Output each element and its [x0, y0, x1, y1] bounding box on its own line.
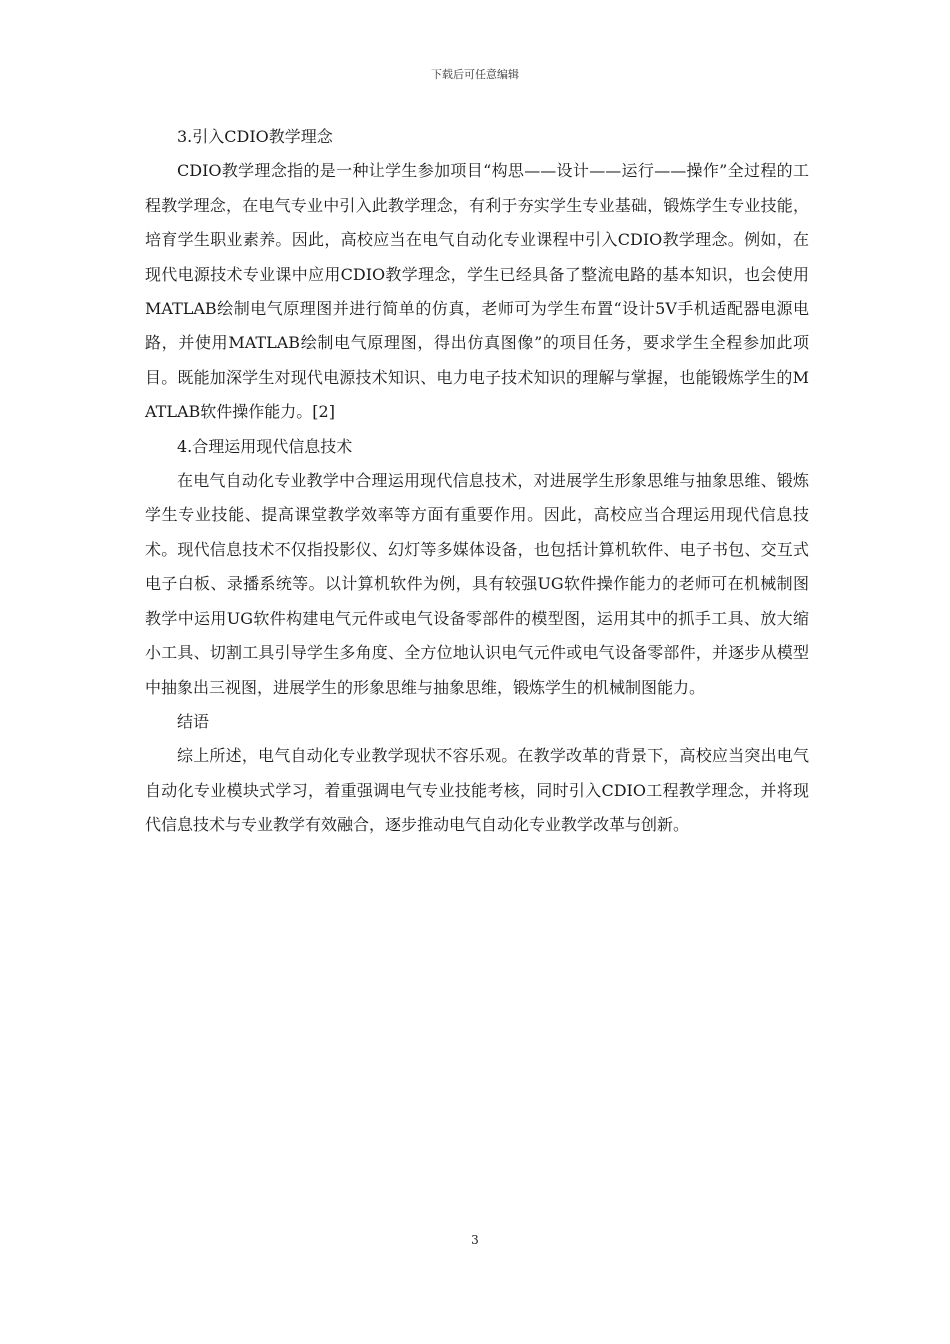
section-heading-cdio: 3.引入CDIO教学理念 [177, 127, 333, 146]
section-heading-conclusion: 结语 [177, 711, 210, 731]
paragraph-cdio: CDIO教学理念指的是一种让学生参加项目“构思——设计——运行——操作”全过程的工程教学理念，在电气专业中引入此教学理念，有利于夯实学生专业基础，锻炼学生专业技能，培育学生职业素养。因此，高校应当在电气自动化专业课程中引入CDIO教学理念。例如，在现代电源技术专业课中应用CDIO教学理念，学生已经具备了整流电路的基本知识，也会使用MATLAB绘制电气原理图并进行简单的仿真，老师可为学生布置“设计5V手机适配器电源电路，并使用MATLAB绘制电气原理图，得出仿真图像”的项目任务，要求学生全程参加此项目。既能加深学生对现代电源技术知识、电力电子技术知识的理解与掌握，也能锻炼学生的MATLAB软件操作能力。[2] [145, 161, 809, 422]
page-header: 下载后可任意编辑 [431, 68, 519, 81]
paragraph-conclusion: 综上所述，电气自动化专业教学现状不容乐观。在教学改革的背景下，高校应当突出电气自动化专业模块式学习，着重强调电气专业技能考核，同时引入CDIO工程教学理念，并将现代信息技术与专业教学有效融合，逐步推动电气自动化专业教学改革与创新。 [145, 746, 809, 835]
document-body [145, 120, 809, 843]
section-heading-it: 4.合理运用现代信息技术 [177, 436, 353, 456]
page-number: 3 [471, 1233, 479, 1247]
paragraph-it: 在电气自动化专业教学中合理运用现代信息技术，对进展学生形象思维与抽象思维、锻炼学生专业技能、提高课堂教学效率等方面有重要作用。因此，高校应当合理运用现代信息技术。现代信息技术不仅指投影仪、幻灯等多媒体设备，也包括计算机软件、电子书包、交互式电子白板、录播系统等。以计算机软件为例，具有较强UG软件操作能力的老师可在机械制图教学中运用UG软件构建电气元件或电气设备零部件的模型图，运用其中的抓手工具、放大缩小工具、切割工具引导学生多角度、全方位地认识电气元件或电气设备零部件，并逐步从模型中抽象出三视图，进展学生的形象思维与抽象思维，锻炼学生的机械制图能力。 [145, 471, 809, 697]
